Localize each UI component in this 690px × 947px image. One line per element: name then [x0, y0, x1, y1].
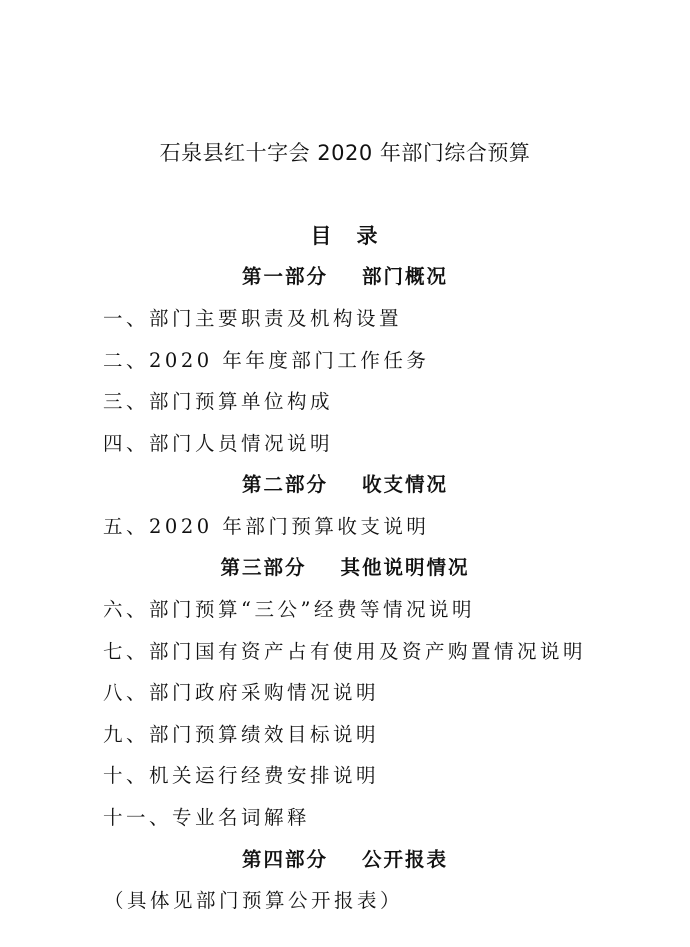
- part-number: 第一部分: [241, 265, 328, 288]
- toc-item: 一、部门主要职责及机构设置: [103, 307, 403, 330]
- part-number: 第三部分: [220, 556, 307, 579]
- part-heading-2: [0, 469, 690, 497]
- toc-item: 十、机关运行经费安排说明: [103, 764, 380, 787]
- part-name: 公开报表: [362, 848, 449, 871]
- toc-heading: 目 录: [310, 223, 380, 248]
- part-name: 其他说明情况: [340, 556, 470, 579]
- part-heading-4: [0, 844, 690, 872]
- part-number: 第二部分: [241, 473, 328, 496]
- toc-item: 七、部门国有资产占有使用及资产购置情况说明: [103, 640, 587, 663]
- toc-note: （具体见部门预算公开报表）: [104, 889, 404, 912]
- toc-item: 十一、专业名词解释: [103, 806, 311, 829]
- part-name: 收支情况: [362, 473, 449, 496]
- toc-item: 八、部门政府采购情况说明: [103, 681, 380, 704]
- toc-item: 六、部门预算“三公”经费等情况说明: [103, 598, 475, 621]
- document-title: 石泉县红十字会 2020 年部门综合预算: [159, 141, 531, 165]
- toc-item: 九、部门预算绩效目标说明: [103, 723, 380, 746]
- part-name: 部门概况: [362, 265, 449, 288]
- toc-item: 二、2020 年年度部门工作任务: [103, 349, 430, 372]
- toc-item: 三、部门预算单位构成: [103, 390, 334, 413]
- part-heading-3: [0, 552, 690, 580]
- toc-item: 五、2020 年部门预算收支说明: [103, 515, 430, 538]
- toc-item: 四、部门人员情况说明: [103, 432, 334, 455]
- part-heading-1: [0, 261, 690, 289]
- part-number: 第四部分: [241, 848, 328, 871]
